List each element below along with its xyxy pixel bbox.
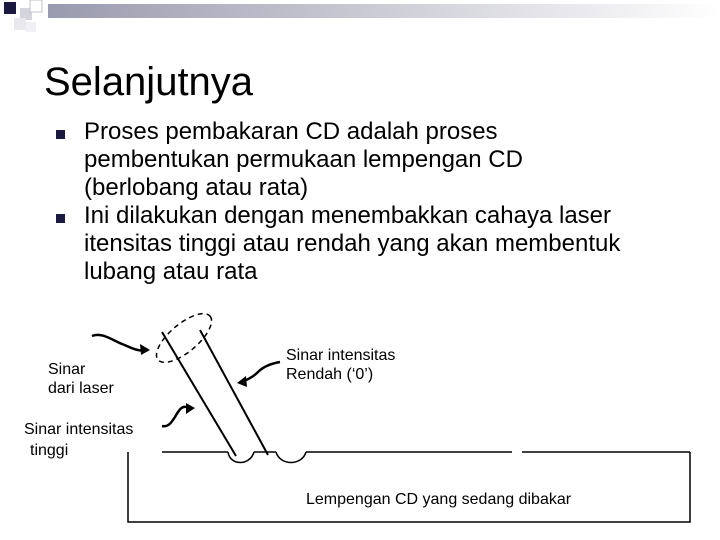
label-cd-disc: Lempengan CD yang sedang dibakar	[306, 491, 572, 508]
laser-pointer-arrow	[92, 335, 148, 351]
laser-beam-line-right	[200, 330, 268, 455]
laser-pointer-arrowhead	[140, 344, 150, 355]
cd-disc-outline	[128, 452, 690, 522]
bullet-text: Proses pembakaran CD adalah proses pembentukan permukaan lempengan CD (berlobang atau rata)	[84, 118, 523, 201]
disc-pit-burned	[228, 452, 254, 463]
label-laser-line2: dari laser	[48, 380, 114, 397]
label-laser-line1: Sinar	[48, 361, 86, 378]
bullet-text: Ini dilakukan dengan menembakkan cahaya laser itensitas tinggi atau rendah yang akan membentuk lubang atau rata	[84, 202, 621, 285]
high-intensity-pointer-arrowhead	[186, 403, 195, 414]
slide-title: Selanjutnya	[44, 60, 254, 104]
low-intensity-pointer-arrowhead	[237, 376, 247, 387]
label-high-intensity-line2: tinggi	[30, 442, 69, 459]
label-high-intensity-line1: Sinar intensitas	[24, 421, 134, 438]
label-low-intensity-line1: Sinar intensitas	[286, 347, 396, 364]
label-low-intensity-line2: Rendah (‘0’)	[286, 366, 374, 383]
laser-beam-ellipse	[149, 305, 219, 370]
disc-pit	[276, 452, 306, 463]
laser-beam-line-left	[162, 332, 236, 456]
